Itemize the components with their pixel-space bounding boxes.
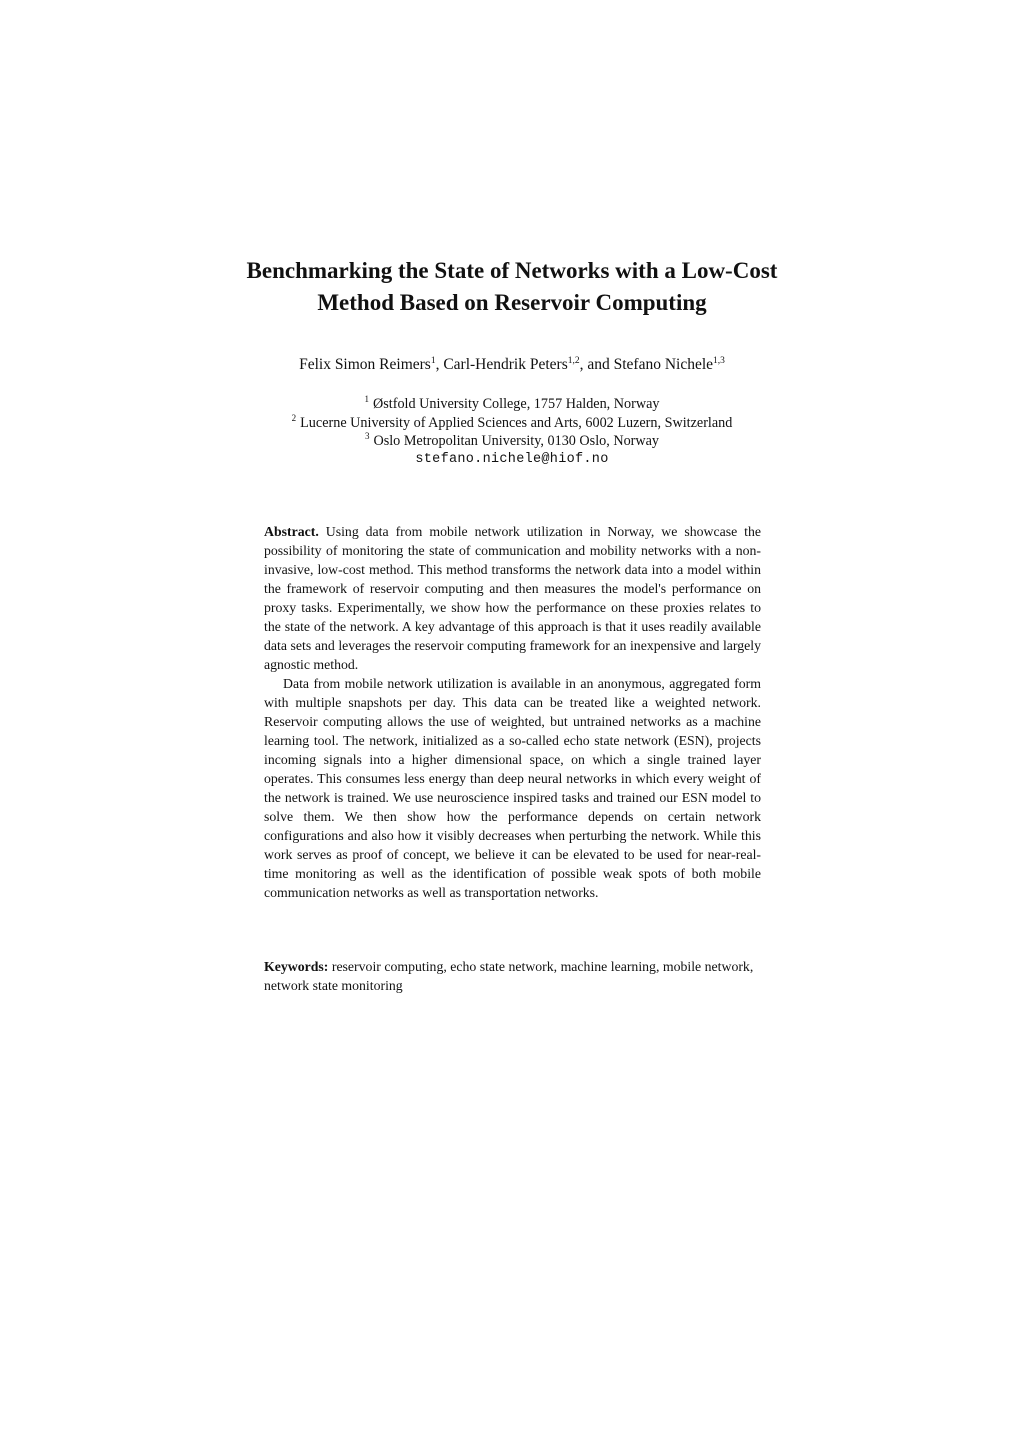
abstract-text-1: Using data from mobile network utilization in Norway, we showcase the possibility of monitoring the state of communication and mobility networks with a non-invasive, low-cost method. This method transforms the network data into a model within the framework of reservoir computing and then measures the model's performance on proxy tasks. Experimentally, we show how the performance on these proxies relates to the state of the network. A key advantage of this approach is that it uses readily available data sets and leverages the reservoir computing framework for an inexpensive and largely agnostic method. <box>264 524 762 672</box>
keywords <box>264 957 761 995</box>
affiliation-number: 2 <box>291 412 297 423</box>
author-affil-mark: 1 <box>430 355 436 366</box>
affiliation-item <box>0 432 1024 451</box>
affiliation-list <box>0 395 1024 469</box>
author-name: Carl-Hendrik Peters <box>443 356 568 373</box>
author-list <box>0 354 1024 376</box>
affiliation-text: Østfold University College, 1757 Halden, Norway <box>373 396 660 412</box>
abstract-paragraph-1 <box>264 522 761 674</box>
author-name: Stefano Nichele <box>613 356 714 373</box>
author-affil-mark: 1,3 <box>713 355 725 366</box>
keywords-text: reservoir computing, echo state network, machine learning, mobile network, network state monitoring <box>264 959 754 993</box>
title-line-2: Method Based on Reservoir Computing <box>317 290 707 315</box>
abstract-label: Abstract. <box>264 524 319 539</box>
abstract <box>264 522 761 902</box>
affiliation-item <box>0 395 1024 414</box>
title-line-1: Benchmarking the State of Networks with a Low-Cost <box>246 258 778 283</box>
affiliation-number: 1 <box>364 394 370 405</box>
affiliation-number: 3 <box>364 431 370 442</box>
author-name: Felix Simon Reimers <box>299 356 431 373</box>
affiliation-text: Lucerne University of Applied Sciences and Arts, 6002 Luzern, Switzerland <box>300 414 733 431</box>
abstract-paragraph-2: Data from mobile network utilization is available in an anonymous, aggregated form with multiple snapshots per day. This data can be treated like a weighted network. Reservoir computing allows the use of weighted, but untrained networks as a machine learning tool. The network, initialized as a so-called echo state network (ESN), projects incoming signals into a higher dimensional space, on which a single trained layer operates. This consumes less energy than deep neural networks in which every weight of the network is trained. We use neuroscience inspired tasks and trained our ESN model to solve them. We then show how the performance depends on certain network configurations and also how it visibly decreases when perturbing the network. While this work serves as proof of concept, we believe it can be elevated to be used for near-real-time monitoring as well as the identification of possible weak spots of both mobile communication networks as well as transportation networks. <box>264 676 761 900</box>
affiliation-item <box>0 414 1024 433</box>
author-separator: , <box>435 356 444 373</box>
keywords-label: Keywords: <box>264 959 329 974</box>
affiliation-text: Oslo Metropolitan University, 0130 Oslo, Norway <box>373 433 660 449</box>
author-affil-mark: 1,2 <box>567 355 580 366</box>
author-separator: , and <box>579 356 614 373</box>
contact-email: stefano.nichele@hiof.no <box>415 451 609 467</box>
paper-title <box>0 255 1024 319</box>
